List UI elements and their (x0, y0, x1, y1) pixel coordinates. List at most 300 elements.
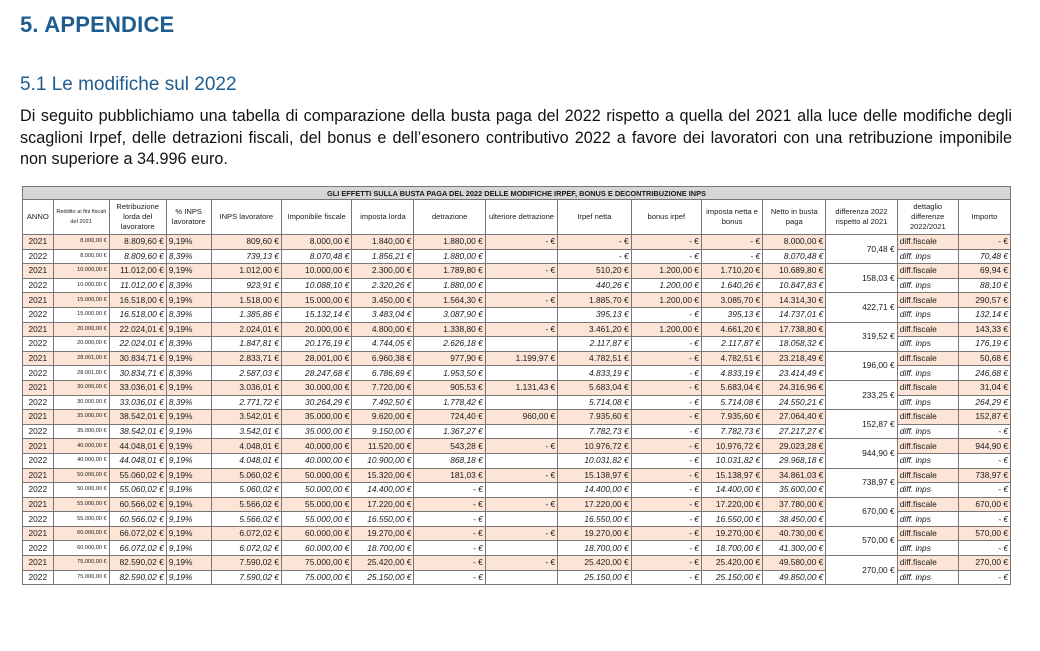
table-row (23, 556, 1011, 571)
table-cell: 60.000,00 € (53, 541, 109, 556)
table-row (23, 526, 1011, 541)
table-cell: 2.833,71 € (211, 351, 281, 366)
table-cell: 66.072,02 € (109, 541, 166, 556)
table-cell: 7.720,00 € (352, 380, 414, 395)
table-cell: diff.fiscale (897, 264, 958, 279)
table-cell: 18.700,00 € (701, 541, 762, 556)
column-header: Retribuzione lorda del lavoratore (109, 200, 166, 235)
table-cell: - € (485, 235, 557, 250)
table-cell: 8,39% (166, 307, 211, 322)
table-cell: 40.000,00 € (53, 439, 109, 454)
table-cell: 38.450,00 € (763, 512, 826, 527)
table-cell: 1.518,00 € (211, 293, 281, 308)
column-header: Netto in busta paga (763, 200, 826, 235)
table-cell: 8.070,48 € (763, 249, 826, 264)
table-cell: - € (958, 453, 1010, 468)
table-cell: 4.048,01 € (211, 439, 281, 454)
table-cell: 49.580,00 € (763, 556, 826, 571)
table-cell: - € (631, 512, 701, 527)
table-cell: 44.048,01 € (109, 439, 166, 454)
table-cell: 7.590,02 € (211, 556, 281, 571)
table-cell: 16.550,00 € (701, 512, 762, 527)
table-cell: 2022 (23, 395, 54, 410)
table-cell: 7.935,60 € (701, 410, 762, 425)
table-cell: 25.420,00 € (701, 556, 762, 571)
table-cell: - € (631, 366, 701, 381)
table-cell: 395,13 € (558, 307, 631, 322)
table-cell: 5.060,02 € (211, 468, 281, 483)
table-cell: 18.700,00 € (352, 541, 414, 556)
table-cell: 3.483,04 € (352, 307, 414, 322)
table-cell: 2022 (23, 337, 54, 352)
table-cell: 1.012,00 € (211, 264, 281, 279)
table-cell: 9,19% (166, 264, 211, 279)
difference-cell: 152,87 € (826, 410, 897, 439)
table-cell: 11.012,00 € (109, 264, 166, 279)
table-cell: - € (631, 395, 701, 410)
table-cell: - € (485, 264, 557, 279)
table-cell: diff.fiscale (897, 410, 958, 425)
table-cell: 41.300,00 € (763, 541, 826, 556)
table-cell: - € (631, 526, 701, 541)
table-cell: 1.199,97 € (485, 351, 557, 366)
table-cell: 29.023,28 € (763, 439, 826, 454)
table-row (23, 468, 1011, 483)
table-cell: 15.138,97 € (701, 468, 762, 483)
table-cell: 15.138,97 € (558, 468, 631, 483)
table-cell: 9,19% (166, 439, 211, 454)
table-cell: 2021 (23, 235, 54, 250)
table-cell: 8.809,60 € (109, 249, 166, 264)
table-cell: 440,26 € (558, 278, 631, 293)
table-cell: 9,19% (166, 526, 211, 541)
table-cell: 25.150,00 € (701, 570, 762, 585)
table-cell: 152,87 € (958, 410, 1010, 425)
table-cell: 22.024,01 € (109, 337, 166, 352)
table-cell: 10.847,83 € (763, 278, 826, 293)
table-cell: 923,91 € (211, 278, 281, 293)
table-cell: diff. inps (897, 366, 958, 381)
table-cell: 2021 (23, 439, 54, 454)
table-cell: 510,20 € (558, 264, 631, 279)
table-cell: 1.385,86 € (211, 307, 281, 322)
table-cell: 10.000,00 € (281, 264, 351, 279)
table-cell: 8.000,00 € (53, 249, 109, 264)
table-cell: 1.200,00 € (631, 264, 701, 279)
table-cell: 7.590,02 € (211, 570, 281, 585)
column-header: ANNO (23, 200, 54, 235)
table-cell: 2021 (23, 410, 54, 425)
table-cell: 30.000,00 € (53, 395, 109, 410)
column-header: imposta lorda (352, 200, 414, 235)
table-cell: 1.200,00 € (631, 278, 701, 293)
table-cell: 738,97 € (958, 468, 1010, 483)
table-cell: 7.492,50 € (352, 395, 414, 410)
table-row (23, 264, 1011, 279)
table-cell: 35.000,00 € (53, 410, 109, 425)
table-cell: - € (631, 351, 701, 366)
table-cell: 3.461,20 € (558, 322, 631, 337)
table-cell: 132,14 € (958, 307, 1010, 322)
table-cell: 570,00 € (958, 526, 1010, 541)
table-cell: 28.247,68 € (281, 366, 351, 381)
table-cell: - € (631, 249, 701, 264)
table-cell: 2.771,72 € (211, 395, 281, 410)
table-cell: 82.590,02 € (109, 556, 166, 571)
table-cell: diff. inps (897, 249, 958, 264)
table-cell: diff. inps (897, 307, 958, 322)
table-cell: 1.885,70 € (558, 293, 631, 308)
difference-cell: 270,00 € (826, 556, 897, 585)
table-cell: 15.000,00 € (53, 293, 109, 308)
table-cell: diff. inps (897, 424, 958, 439)
table-cell: 60.566,02 € (109, 512, 166, 527)
table-cell: 2.300,00 € (352, 264, 414, 279)
table-cell: 60.566,02 € (109, 497, 166, 512)
table-cell: 35.600,00 € (763, 483, 826, 498)
table-cell: 944,90 € (958, 439, 1010, 454)
table-cell: 3.450,00 € (352, 293, 414, 308)
table-cell: 543,28 € (414, 439, 485, 454)
table-cell: 70,48 € (958, 249, 1010, 264)
table-cell: 38.542,01 € (109, 410, 166, 425)
column-header: Reddito ai fini fiscali del 2021 (53, 200, 109, 235)
column-header: Importo (958, 200, 1010, 235)
table-cell: 10.900,00 € (352, 453, 414, 468)
table-cell: 1.880,00 € (414, 278, 485, 293)
table-cell: 34.861,03 € (763, 468, 826, 483)
table-cell: 10.031,82 € (558, 453, 631, 468)
table-cell: - € (485, 497, 557, 512)
table-cell: 23.414,49 € (763, 366, 826, 381)
table-cell: 739,13 € (211, 249, 281, 264)
table-cell: - € (631, 497, 701, 512)
table-cell: - € (414, 541, 485, 556)
difference-cell: 738,97 € (826, 468, 897, 497)
table-cell: diff. inps (897, 483, 958, 498)
table-cell: 8,39% (166, 366, 211, 381)
table-cell: 60.000,00 € (53, 526, 109, 541)
table-cell: 868,18 € (414, 453, 485, 468)
table-cell: 5.060,02 € (211, 483, 281, 498)
table-cell: 9,19% (166, 235, 211, 250)
table-cell (485, 570, 557, 585)
table-cell: 23.218,49 € (763, 351, 826, 366)
table-cell: - € (631, 235, 701, 250)
table-cell: 18.058,32 € (763, 337, 826, 352)
table-cell: 66.072,02 € (109, 526, 166, 541)
table-cell: 977,90 € (414, 351, 485, 366)
table-cell (485, 307, 557, 322)
table-cell: 55.060,02 € (109, 468, 166, 483)
table-cell: 7.935,60 € (558, 410, 631, 425)
table-cell: - € (414, 483, 485, 498)
table-cell: 1.200,00 € (631, 322, 701, 337)
table-cell: 2022 (23, 512, 54, 527)
table-cell: 9,19% (166, 570, 211, 585)
table-cell: 2021 (23, 468, 54, 483)
table-cell: 60.000,00 € (281, 541, 351, 556)
column-header: INPS lavoratore (211, 200, 281, 235)
table-cell: - € (414, 512, 485, 527)
comparison-table (22, 186, 1011, 585)
table-cell: 4.782,51 € (558, 351, 631, 366)
table-cell: diff.fiscale (897, 439, 958, 454)
table-cell: 9.620,00 € (352, 410, 414, 425)
table-cell: 50.000,00 € (281, 468, 351, 483)
table-cell: 75.000,00 € (53, 556, 109, 571)
table-cell: 2.117,87 € (701, 337, 762, 352)
table-cell: 14.314,30 € (763, 293, 826, 308)
table-cell: - € (485, 439, 557, 454)
table-cell: 2021 (23, 497, 54, 512)
table-cell (485, 541, 557, 556)
table-cell: 2021 (23, 526, 54, 541)
table-row (23, 380, 1011, 395)
table-cell: 5.714,08 € (558, 395, 631, 410)
table-cell: 1.778,42 € (414, 395, 485, 410)
difference-cell: 233,25 € (826, 380, 897, 409)
table-cell: 15.132,14 € (281, 307, 351, 322)
table-cell: 290,57 € (958, 293, 1010, 308)
table-cell: 30.834,71 € (109, 351, 166, 366)
table-cell: - € (631, 570, 701, 585)
table-cell: - € (631, 556, 701, 571)
table-cell: 24.550,21 € (763, 395, 826, 410)
column-header: ulteriore detrazione (485, 200, 557, 235)
table-cell: 25.150,00 € (558, 570, 631, 585)
table-cell: 2.117,87 € (558, 337, 631, 352)
table-cell: diff.fiscale (897, 293, 958, 308)
table-cell: 2022 (23, 278, 54, 293)
table-cell: diff. inps (897, 453, 958, 468)
table-cell (485, 278, 557, 293)
table-cell: 44.048,01 € (109, 453, 166, 468)
table-cell: diff.fiscale (897, 380, 958, 395)
column-header: % INPS lavoratore (166, 200, 211, 235)
table-cell: diff. inps (897, 541, 958, 556)
table-cell: 11.012,00 € (109, 278, 166, 293)
table-title: GLI EFFETTI SULLA BUSTA PAGA DEL 2022 DELLE MODIFICHE IRPEF, BONUS E DECONTRIBUZIONE INPS (23, 187, 1011, 200)
table-cell: 30.000,00 € (53, 380, 109, 395)
table-cell: 40.000,00 € (53, 453, 109, 468)
table-cell: 3.085,70 € (701, 293, 762, 308)
column-header: Imponibile fiscale (281, 200, 351, 235)
table-cell: 8,39% (166, 337, 211, 352)
table-cell: 10.976,72 € (558, 439, 631, 454)
table-cell: 15.320,00 € (352, 468, 414, 483)
table-cell: 2.024,01 € (211, 322, 281, 337)
table-cell: 143,33 € (958, 322, 1010, 337)
table-cell: 20.000,00 € (53, 337, 109, 352)
table-cell: - € (485, 468, 557, 483)
table-cell: 9,19% (166, 410, 211, 425)
table-cell: 3.542,01 € (211, 424, 281, 439)
table-cell: 20.000,00 € (53, 322, 109, 337)
table-cell: 6.072,02 € (211, 541, 281, 556)
table-cell: 19.270,00 € (558, 526, 631, 541)
table-cell: 35.000,00 € (53, 424, 109, 439)
table-cell: 2022 (23, 453, 54, 468)
table-cell: 10.031,82 € (701, 453, 762, 468)
table-cell (485, 366, 557, 381)
table-cell: 1.338,80 € (414, 322, 485, 337)
table-cell: diff.fiscale (897, 322, 958, 337)
table-cell: 10.088,10 € (281, 278, 351, 293)
table-cell: - € (958, 235, 1010, 250)
table-cell: 25.420,00 € (558, 556, 631, 571)
table-cell: 4.048,01 € (211, 453, 281, 468)
table-cell: 17.220,00 € (352, 497, 414, 512)
table-cell: 27.064,40 € (763, 410, 826, 425)
table-cell: - € (958, 570, 1010, 585)
table-cell: 55.060,02 € (109, 483, 166, 498)
table-cell: 25.150,00 € (352, 570, 414, 585)
table-cell: - € (414, 497, 485, 512)
table-cell: 10.689,80 € (763, 264, 826, 279)
table-cell: 9,19% (166, 322, 211, 337)
table-cell: 2022 (23, 570, 54, 585)
table-cell: 809,60 € (211, 235, 281, 250)
table-cell: 19.270,00 € (352, 526, 414, 541)
table-cell: 4.661,20 € (701, 322, 762, 337)
table-cell: 1.789,80 € (414, 264, 485, 279)
table-cell: 28.001,00 € (281, 351, 351, 366)
table-cell: - € (414, 526, 485, 541)
table-cell: 2021 (23, 351, 54, 366)
table-cell: 11.520,00 € (352, 439, 414, 454)
table-cell: 9,19% (166, 453, 211, 468)
table-cell: - € (631, 541, 701, 556)
table-cell: 55.000,00 € (53, 497, 109, 512)
table-cell: 1.847,81 € (211, 337, 281, 352)
table-cell: 724,40 € (414, 410, 485, 425)
table-cell: 17.220,00 € (701, 497, 762, 512)
difference-cell: 319,52 € (826, 322, 897, 351)
table-cell: - € (485, 293, 557, 308)
table-cell: - € (631, 380, 701, 395)
table-cell: 3.087,90 € (414, 307, 485, 322)
table-cell: 6.786,69 € (352, 366, 414, 381)
table-cell: 264,29 € (958, 395, 1010, 410)
table-row (23, 293, 1011, 308)
section-title: 5. APPENDICE (20, 12, 175, 37)
table-cell: 4.833,19 € (558, 366, 631, 381)
table-cell: 5.566,02 € (211, 512, 281, 527)
table-cell: 40.000,00 € (281, 453, 351, 468)
table-cell: - € (485, 322, 557, 337)
table-cell: 4.782,51 € (701, 351, 762, 366)
table-cell: 9,19% (166, 424, 211, 439)
table-cell: 33.036,01 € (109, 380, 166, 395)
table-cell: 24.316,96 € (763, 380, 826, 395)
table-cell: 50,68 € (958, 351, 1010, 366)
difference-cell: 158,03 € (826, 264, 897, 293)
table-cell: 10.000,00 € (53, 278, 109, 293)
table-cell: - € (958, 424, 1010, 439)
table-cell: 38.542,01 € (109, 424, 166, 439)
table-cell: 49.850,00 € (763, 570, 826, 585)
table-cell: 1.840,00 € (352, 235, 414, 250)
table-body (23, 187, 1011, 585)
table-cell (485, 483, 557, 498)
table-cell: - € (631, 410, 701, 425)
table-cell: 1.856,21 € (352, 249, 414, 264)
table-cell: 2.320,26 € (352, 278, 414, 293)
table-cell: 1.640,26 € (701, 278, 762, 293)
intro-paragraph: Di seguito pubblichiamo una tabella di comparazione della busta paga del 2022 rispetto a quella del 2021 alla luce delle modifiche degli scaglioni Irpef, delle detrazioni fiscali, del bonus e dell’esonero contributivo 2022 a favore dei lavoratori con una retribuzione imponibile non superiore a 34.996 euro. (20, 107, 1012, 168)
table-cell: 50.000,00 € (53, 468, 109, 483)
table-cell: 1.880,00 € (414, 235, 485, 250)
table-cell: 2021 (23, 380, 54, 395)
table-cell: 5.683,04 € (558, 380, 631, 395)
table-cell: 55.000,00 € (53, 512, 109, 527)
table-cell: 29.968,18 € (763, 453, 826, 468)
table-row (23, 439, 1011, 454)
table-cell: 246,68 € (958, 366, 1010, 381)
table-cell: 82.590,02 € (109, 570, 166, 585)
table-cell: 40.730,00 € (763, 526, 826, 541)
table-cell: 8.000,00 € (53, 235, 109, 250)
table-cell: 6.072,02 € (211, 526, 281, 541)
table-cell: 14.400,00 € (558, 483, 631, 498)
table-cell: 16.550,00 € (558, 512, 631, 527)
table-cell: - € (958, 541, 1010, 556)
table-cell: 28.001,00 € (53, 351, 109, 366)
table-cell: 75.000,00 € (281, 556, 351, 571)
table-cell: 1.564,30 € (414, 293, 485, 308)
table-cell: diff.fiscale (897, 235, 958, 250)
table-header-row (23, 200, 1011, 235)
table-cell: 5.566,02 € (211, 497, 281, 512)
table-cell: diff.fiscale (897, 468, 958, 483)
table-cell: 28.001,00 € (53, 366, 109, 381)
table-cell: diff. inps (897, 278, 958, 293)
table-cell: 960,00 € (485, 410, 557, 425)
table-cell: 6.960,38 € (352, 351, 414, 366)
table-row (23, 322, 1011, 337)
table-cell: 18.700,00 € (558, 541, 631, 556)
table-cell: 50.000,00 € (53, 483, 109, 498)
column-header: imposta netta e bonus (701, 200, 762, 235)
table-cell: 10.976,72 € (701, 439, 762, 454)
table-cell (485, 337, 557, 352)
table-cell: 181,03 € (414, 468, 485, 483)
table-cell: 1.367,27 € (414, 424, 485, 439)
table-cell: 4.744,05 € (352, 337, 414, 352)
table-cell: 9,19% (166, 351, 211, 366)
column-header: bonus irpef (631, 200, 701, 235)
table-cell (485, 395, 557, 410)
table-cell: 8,39% (166, 278, 211, 293)
table-cell: 2.587,03 € (211, 366, 281, 381)
table-cell: - € (631, 439, 701, 454)
table-cell: 55.000,00 € (281, 512, 351, 527)
table-cell: diff.fiscale (897, 556, 958, 571)
table-cell: 35.000,00 € (281, 410, 351, 425)
table-cell: - € (485, 526, 557, 541)
table-cell: 20.000,00 € (281, 322, 351, 337)
table-cell: - € (631, 307, 701, 322)
table-cell: - € (631, 337, 701, 352)
table-cell: 1.200,00 € (631, 293, 701, 308)
table-cell: 9,19% (166, 483, 211, 498)
difference-cell: 944,90 € (826, 439, 897, 468)
table-cell: 5.683,04 € (701, 380, 762, 395)
table-cell: 3.542,01 € (211, 410, 281, 425)
table-cell: 3.036,01 € (211, 380, 281, 395)
table-cell: 8,39% (166, 395, 211, 410)
